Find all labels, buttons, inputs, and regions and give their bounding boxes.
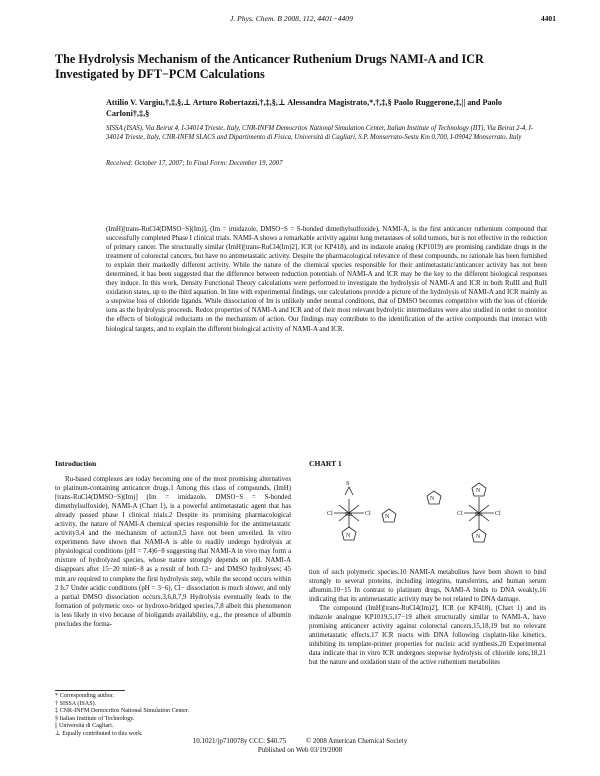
svg-text:N: N: [476, 488, 481, 494]
abstract: (ImH)[trans-RuCl4(DMSO−S)(Im)], (Im = imidazole, DMSO−S = S-bonded dimethylsulfoxide), NAMI-A, is the first anticancer ruthenium compound that successfully completed Phase I clinical trials. NAMI-A shows a remarkable activity against lung metastases of solid tumors, but is not effective in the reduction of primary cancer. The structurally similar (ImH)[trans-RuCl4(Im)2], ICR (or KP418), and its indazole analog (KP1019) are promising candidate drugs in the treatment of colorectal cancers, but have no antimetastatic activity. Despite the pharmacological relevance of these compounds, no rationale has been furnished to explain their markedly different activity. While the nature of the chemical species responsible for their antimetastatic/anticancer activity has not been determined, it has been suggested that the difference between reduction potentials of NAMI-A and ICR may be the key to the different biological responses they induce. In this work, Density Functional Theory calculations were performed to investigate the hydrolysis of NAMI-A and ICR in both RuIII and RuII oxidation states, up to the third aquation. In line with experimental findings, our calculations provide a picture of the hydrolysis of NAMI-A and ICR mainly as a stepwise loss of chloride ligands. While dissociation of Im is unlikely under neutral conditions, that of DMSO becomes competitive with the loss of chloride ions as the hydrolysis proceeds. Redox properties of NAMI-A and ICR and of their most relevant hydrolytic intermediates were also studied in order to monitor the effects of biological reductants on the mechanism of action. Our findings may contribute to the identification of the active compounds that interact with biological targets, and to explain the different biological activity of NAMI-A and ICR.: [106, 226, 547, 333]
page-number: 4401: [540, 14, 556, 23]
received-dates: Received: October 17, 2007; In Final Form: December 19, 2007: [106, 160, 283, 167]
intro-paragraph-3: The compound (ImH)[trans-RuCl4(Im)2], ICR (or KP418), (Chart 1) and its indazole analogue KP1019,5,17−19 albeit structurally similar to NAMI-A, have promising anticancer activity against colorectal cancers,15,18,19 but no relevant antimetastatic effects.17 ICR reacts with DNA following cisplatin-like kinetics, inhibiting its template-primer properties for nucleic acid synthesis.20 Experimental data indicate that in vitro ICR undergoes stepwise hydrolysis of chloride ions,18,21 but the nature and oxidation state of the active ruthenium metabolites: [309, 605, 546, 667]
author-list: Attilio V. Vargiu,†,‡,§,⊥ Arturo Robertazzi,†,‡,§,⊥ Alessandra Magistrato,*,†,‡,§ Paolo Ruggerone,‡,|| and Paolo Carloni†,‡,§: [106, 98, 503, 118]
svg-text:Ru: Ru: [345, 512, 353, 518]
published-date: Published on Web 03/19/2008: [257, 746, 343, 754]
footnote: ⊥ Equally contributed to this work.: [55, 730, 143, 737]
svg-text:N: N: [385, 514, 390, 520]
svg-text:S: S: [346, 481, 350, 487]
svg-text:Cl: Cl: [495, 511, 501, 517]
chart-heading: CHART 1: [309, 459, 342, 468]
left-column: [55, 475, 291, 629]
paper-title: The Hydrolysis Mechanism of the Anticancer Ruthenium Drugs NAMI-A and ICR Investigated by DFT−PCM Calculations: [55, 52, 484, 81]
footnote: † SISSA (ISAS).: [55, 700, 97, 707]
footnotes: [55, 693, 291, 739]
affiliations: SISSA (ISAS), Via Beirut 4, I-34014 Trieste, Italy, CNR-INFM Democritos National Simulation Center, Italian Institute of Technology (IIT), Via Beirut 2-4, I-34014 Trieste, Italy, CNR-INFM SLACS and Dipartimento di Fisica, Università di Cagliari, S.P. Monserrato-Sestu Km 0.700, I-09042 Monserrato, Italy: [106, 125, 534, 142]
page-footer: [0, 737, 600, 755]
copyright: © 2008 American Chemical Society: [305, 737, 408, 745]
svg-text:Cl: Cl: [365, 511, 371, 517]
footnote: || Università di Cagliari.: [55, 723, 114, 730]
footnote: * Corresponding author.: [55, 693, 115, 699]
footnote: § Italian Institute of Technology.: [55, 715, 135, 722]
journal-reference: J. Phys. Chem. B 2008, 112, 4401−4409: [230, 14, 353, 23]
svg-text:Cl: Cl: [457, 511, 463, 517]
svg-text:N: N: [346, 533, 351, 539]
ruthenium-structures-drawing: [309, 469, 546, 561]
svg-text:N: N: [430, 496, 435, 502]
section-heading-introduction: Introduction: [55, 459, 97, 468]
intro-paragraph-1: Ru-based complexes are today becoming one of the most promising alternatives to platinum-containing anticancer drugs.1 Among this class of compounds, (ImH)[trans-RuCl4(DMSO−S)(Im)] (Im = imidazole, DMSO−S = S-bonded dimethylsulfoxide), NAMI-A (Chart 1), is a powerful antimetastatic agent that has already passed phase I clinical trials.2 Despite its promising pharmacological activity, the nature of NAMI-A chemical species responsible for the antimetastatic activity3,4 and the mechanism of action3,5 have not been unveiled. In vitro experiments have shown that NAMI-A is able to readily undergo hydrolysis at physiological conditions (pH = 7.4)6−8 suggesting that NAMI-A in vivo may form a mixture of hydrolyzed species, whose nature strongly depends on pH. NAMI-A disappears after 15−20 min6−8 as a result of both Cl− and DMSO hydrolyses; 45 min are required to complete the first hydrolysis step, while the second occurs within 2 h.7 Under acidic conditions (pH = 3−6), Cl− dissociation is much slower, and only a partial DMSO dissociation occurs.3,6,8,7,9 Hydrolysis eventually leads to the formation of polymeric oxo- or hydroxo-bridged species,7,8 albeit this phenomenon is less likely in vivo because of bioligands availability, e.g., the presence of albumin precludes the forma-: [55, 476, 291, 628]
svg-text:Ru: Ru: [475, 512, 483, 518]
doi-line: 10.1021/jp710078y CCC: $40.75: [192, 737, 287, 745]
svg-text:Cl: Cl: [327, 511, 333, 517]
right-column: [309, 568, 546, 668]
intro-paragraph-2: tion of such polymeric species.10 NAMI-A metabolites have been shown to bind strongly to several proteins, including integrins, transferrins, and human serum albumin.10−15 In contrast to platinum drugs, NAMI-A binds to DNA weakly,16 indicating that its antimetastatic activity may be not related to DNA damage.: [309, 569, 546, 604]
svg-text:N: N: [476, 534, 481, 540]
footnote: ‡ CNR-INFM Democritos National Simulation Center.: [55, 708, 190, 715]
chart-1-structures: [309, 469, 546, 561]
footnote-divider: [55, 690, 125, 691]
